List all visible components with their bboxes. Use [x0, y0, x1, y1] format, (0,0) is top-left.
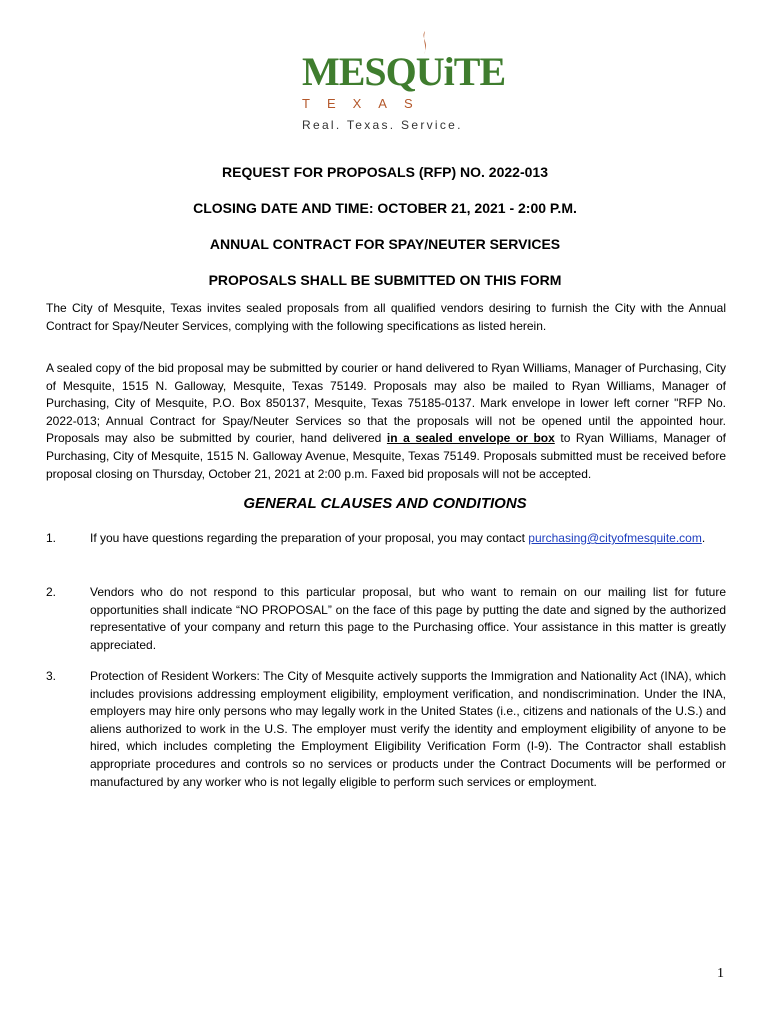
clause-number: 2.: [46, 585, 57, 599]
clause-2: [46, 584, 726, 654]
logo-state: TEXAS: [302, 96, 430, 111]
submission-paragraph: [46, 360, 726, 483]
clause-3-text: Protection of Resident Workers: The City of Mesquite actively supports the Immigration and Nationality Act (INA), which includes provisions addressing employment eligibility, employment verification, and nondiscrimination. Under the INA, employers may hire only persons who may legally work in the United States (i.e., citizens and nationals of the U.S.) and aliens authorized to work in the U.S. The employer must verify the identity and employment eligibility of anyone to be hired, which includes completing the Employment Eligibility Verification Form (I-9). The Contractor shall establish appropriate procedures and controls so no services or products under the Contract Documents will be performed or manufactured by any worker who is not legally eligible to perform such services or employment.: [90, 669, 726, 789]
clause-1-text: If you have questions regarding the preparation of your proposal, you may contact: [90, 531, 529, 545]
clause-text: [90, 530, 726, 548]
contract-title-heading: ANNUAL CONTRACT FOR SPAY/NEUTER SERVICES: [209, 236, 561, 252]
submission-text-after: to Ryan Williams, Manager of Purchasing, City of Mesquite, 1515 N. Galloway Avenue, Mesquite, Texas 75149. Proposals submitted must be received before proposal closing on Thursday, October 21, 2021 at 2:00 p.m. Faxed bid proposals will not be accepted.: [46, 431, 726, 481]
clause-3: [46, 668, 726, 791]
submission-text-before: A sealed copy of the bid proposal may be submitted by courier or hand delivered to Ryan Williams, Manager of Purchasing, City of Mesquite, 1515 N. Galloway, Mesquite, Texas 75149. Proposals may also be mailed to Ryan Williams, Manager of Purchasing, City of Mesquite, P.O. Box 850137, Mesquite, Texas 75185-0137. Mark envelope in lower left corner "RFP No. 2022-013; Annual Contract for Spay/Neuter Services so that the proposals will not be opened until the appointed hour. Proposals may also be submitted by courier, hand delivered: [46, 361, 726, 446]
submission-emphasis: in a sealed envelope or box: [386, 431, 555, 446]
clause-1: [46, 530, 726, 548]
clause-1-tail: .: [701, 531, 706, 545]
document-headings: [0, 162, 770, 306]
mesquite-logo: [296, 30, 506, 136]
purchasing-email-link[interactable]: purchasing@cityofmesquite.com: [528, 531, 702, 545]
submission-form-heading: PROPOSALS SHALL BE SUBMITTED ON THIS FORM: [208, 272, 562, 288]
page-number: 1: [717, 966, 724, 981]
clause-number: 3.: [46, 669, 57, 683]
clause-2-text: Vendors who do not respond to this particular proposal, but who want to remain on our mailing list for future opportunities shall indicate “NO PROPOSAL” on the face of this page by putting the date and signed by the authorized representative of your company and return this page to the Purchasing office. Your assistance in this matter is greatly appreciated.: [90, 585, 726, 652]
rfp-number-heading: REQUEST FOR PROPOSALS (RFP) NO. 2022-013: [222, 164, 548, 180]
intro-paragraph: The City of Mesquite, Texas invites sealed proposals from all qualified vendors desiring to furnish the City with the Annual Contract for Spay/Neuter Services, complying with the following specifications as listed herein.: [46, 301, 726, 333]
logo-tagline: Real. Texas. Service.: [302, 118, 463, 132]
closing-date-heading: CLOSING DATE AND TIME: OCTOBER 21, 2021 - 2:00 P.M.: [193, 200, 577, 216]
clause-number: 1.: [46, 531, 57, 545]
logo-wordmark: MESQUiTE: [302, 49, 506, 94]
section-title: GENERAL CLAUSES AND CONDITIONS: [243, 495, 527, 512]
